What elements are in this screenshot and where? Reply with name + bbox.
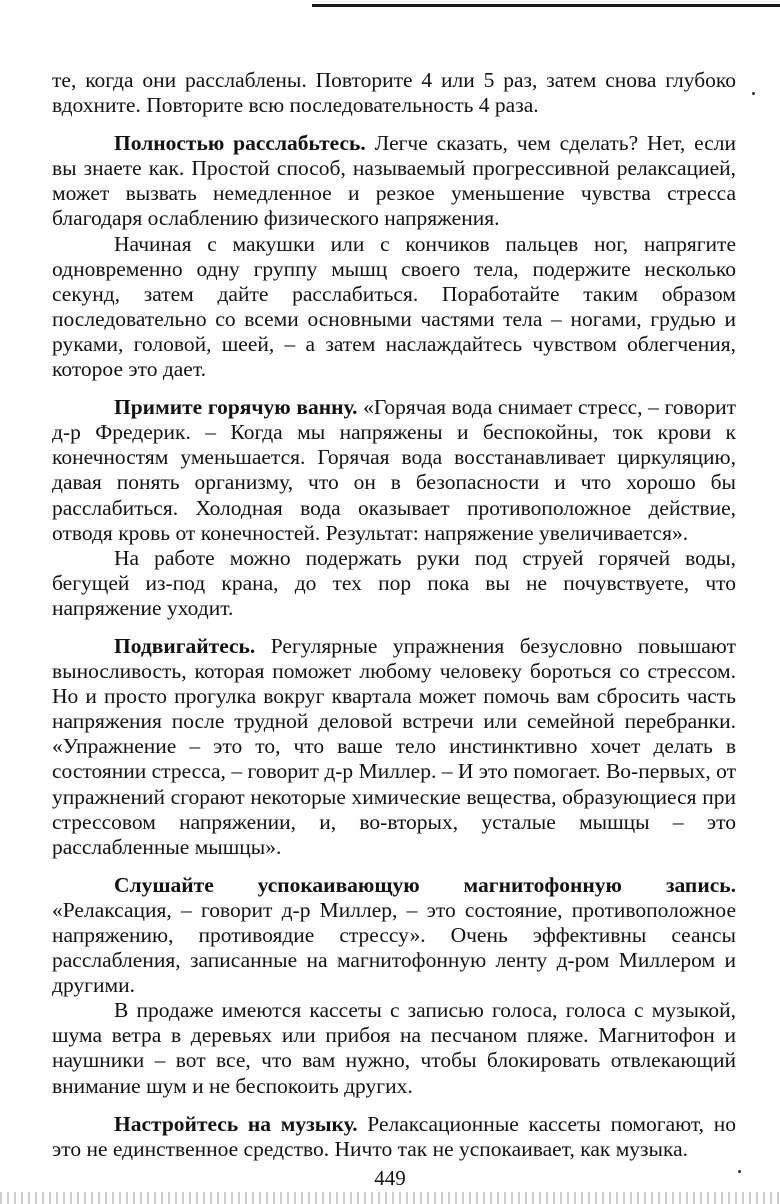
paragraph-music [52,1112,736,1162]
paragraph-text: «Горячая вода снимает стресс, – говорит д-р Фредерик. – Когда мы напряжены и беспокойны, ток крови к конечностям уменьшается. Горячая вода восстанавливает циркуляцию, давая понять организму, что он в безопасности и что хорошо бы расслабиться. Холодная вода оказывает противоположное действие, отводя кровь от конечностей. Результат: напряжение увеличивается». [52,395,737,545]
paragraph-text: На работе можно подержать руки под струей горячей воды, бегущей из-под крана, до тех пор пока вы не почувствуете, что напряжение уходит. [52,545,736,620]
paragraph-move [52,634,736,860]
paragraph-relax-fully [52,131,736,231]
page-top-rule [312,4,780,7]
paragraph-text: Релаксационные кассеты помогают, но это не единственное средство. Ничто так не успокаивает, как музыка. [52,1111,737,1161]
paragraph-hot-water-work [52,546,736,621]
page-body-text [52,68,736,1162]
paragraph-hot-bath [52,395,736,546]
paragraph-tape-recording [52,873,736,998]
scan-speck [752,92,755,95]
paragraph-text: те, когда они расслаблены. Повторите 4 или 5 раз, затем снова глубоко вдохните. Повторите всю последовательность 4 раза. [52,68,736,118]
paragraph-text: Начиная с макушки или с кончиков пальцев ног, напрягите одновременно одну группу мышц своего тела, подержите несколько секунд, затем дайте расслабиться. Поработайте таким образом последовательно со всеми основными частями тела – ногами, грудью и руками, головой, шеей, – а затем наслаждайтесь чувством облегчения, которое это дает. [52,231,736,382]
scan-speck [738,1170,741,1173]
scan-edge-noise [0,1192,780,1204]
paragraph-continuation [52,68,736,118]
paragraph-heading: Настройтесь на музыку. [114,1111,358,1136]
paragraph-text: Регулярные упражнения безусловно повышают выносливость, которая поможет любому человеку бороться со стрессом. Но и просто прогулка вокруг квартала может помочь вам сбросить часть напряжения после трудной деловой встречи или семейной перебранки. «Упражнение – это то, что ваше тело инстинктивно хочет делать в состоянии стресса, – говорит д-р Миллер. – И это помогает. Во-первых, от упражнений сгорают некоторые химические вещества, образующиеся при стрессовом напряжении, и, во-вторых, усталые мышцы – это расслабленные мышцы». [52,633,736,859]
paragraph-relax-method [52,232,736,383]
paragraph-heading: Подвигайтесь. [114,633,256,658]
paragraph-text: В продаже имеются кассеты с записью голоса, голоса с музыкой, шума ветра в деревьях или прибоя на песчаном пляже. Магнитофон и наушники – вот все, что вам нужно, чтобы блокировать отвлекающий внимание шум и не беспокоить других. [52,998,736,1098]
paragraph-heading: Полностью расслабьтесь. [114,131,366,156]
paragraph-heading: Слушайте успокаивающую магнитофонную запись. [114,872,736,897]
paragraph-text: Легче сказать, чем сделать? Нет, если вы знаете как. Простой способ, называемый прогрессивной релаксацией, может вызвать немедленное и резкое уменьшение чувства стресса благодаря ослаблению физического напряжения. [52,131,737,231]
paragraph-cassettes [52,998,736,1098]
paragraph-heading: Примите горячую ванну. [114,395,358,420]
paragraph-text: «Релаксация, – говорит д-р Миллер, – это состояние, противоположное напряжению, противоядие стрессу». Очень эффективны сеансы расслабления, записанные на магнитофонную ленту д-ром Миллером и другими. [52,897,736,998]
page-number: 449 [374,1166,406,1190]
